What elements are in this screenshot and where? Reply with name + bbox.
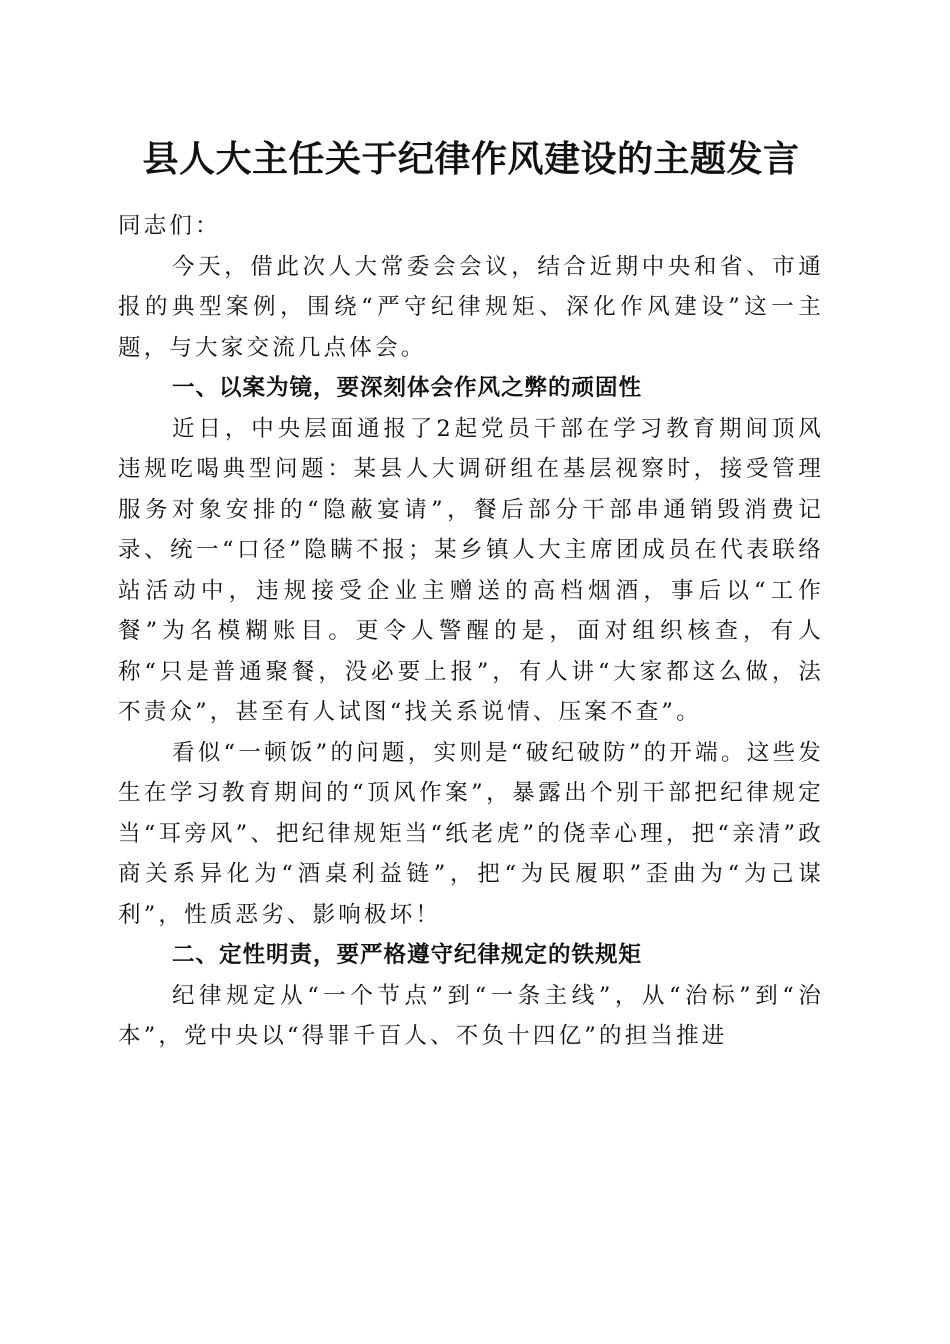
section-heading: 一、以案为镜，要深刻体会作风之弊的顽固性 <box>172 375 643 401</box>
document-body <box>118 206 824 1057</box>
section-heading: 二、定性明责，要严格遵守纪律规定的铁规矩 <box>172 942 643 968</box>
body-paragraph: 看似“一顿饭”的问题，实则是“破纪破防”的开端。这些发生在学习教育期间的“顶风作案”，暴露出个别干部把纪律规定当“耳旁风”、把纪律规矩当“纸老虎”的侥幸心理，把“亲清”政商关系异化为“酒桌利益链”，把“为民履职”歪曲为“为己谋利”，性质恶劣、影响极坏！ <box>118 739 824 928</box>
body-paragraph: 今天，借此次人大常委会会议，结合近期中央和省、市通报的典型案例，围绕“严守纪律规矩、深化作风建设”这一主题，与大家交流几点体会。 <box>118 253 824 361</box>
body-paragraph: 近日，中央层面通报了2起党员干部在学习教育期间顶风违规吃喝典型问题：某县人大调研组在基层视察时，接受管理服务对象安排的“隐蔽宴请”，餐后部分干部串通销毁消费记录、统一“口径”隐瞒不报；某乡镇人大主席团成员在代表联络站活动中，违规接受企业主赠送的高档烟酒，事后以“工作餐”为名模糊账目。更令人警醒的是，面对组织核查，有人称“只是普通聚餐，没必要上报”，有人讲“大家都这么做，法不责众”，甚至有人试图“找关系说情、压案不查”。 <box>118 415 824 725</box>
body-paragraph: 纪律规定从“一个节点”到“一条主线”，从“治标”到“治本”，党中央以“得罪千百人、不负十四亿”的担当推进 <box>118 982 824 1049</box>
salutation: 同志们： <box>118 213 221 239</box>
document-title: 县人大主任关于纪律作风建设的主题发言 <box>142 138 800 180</box>
